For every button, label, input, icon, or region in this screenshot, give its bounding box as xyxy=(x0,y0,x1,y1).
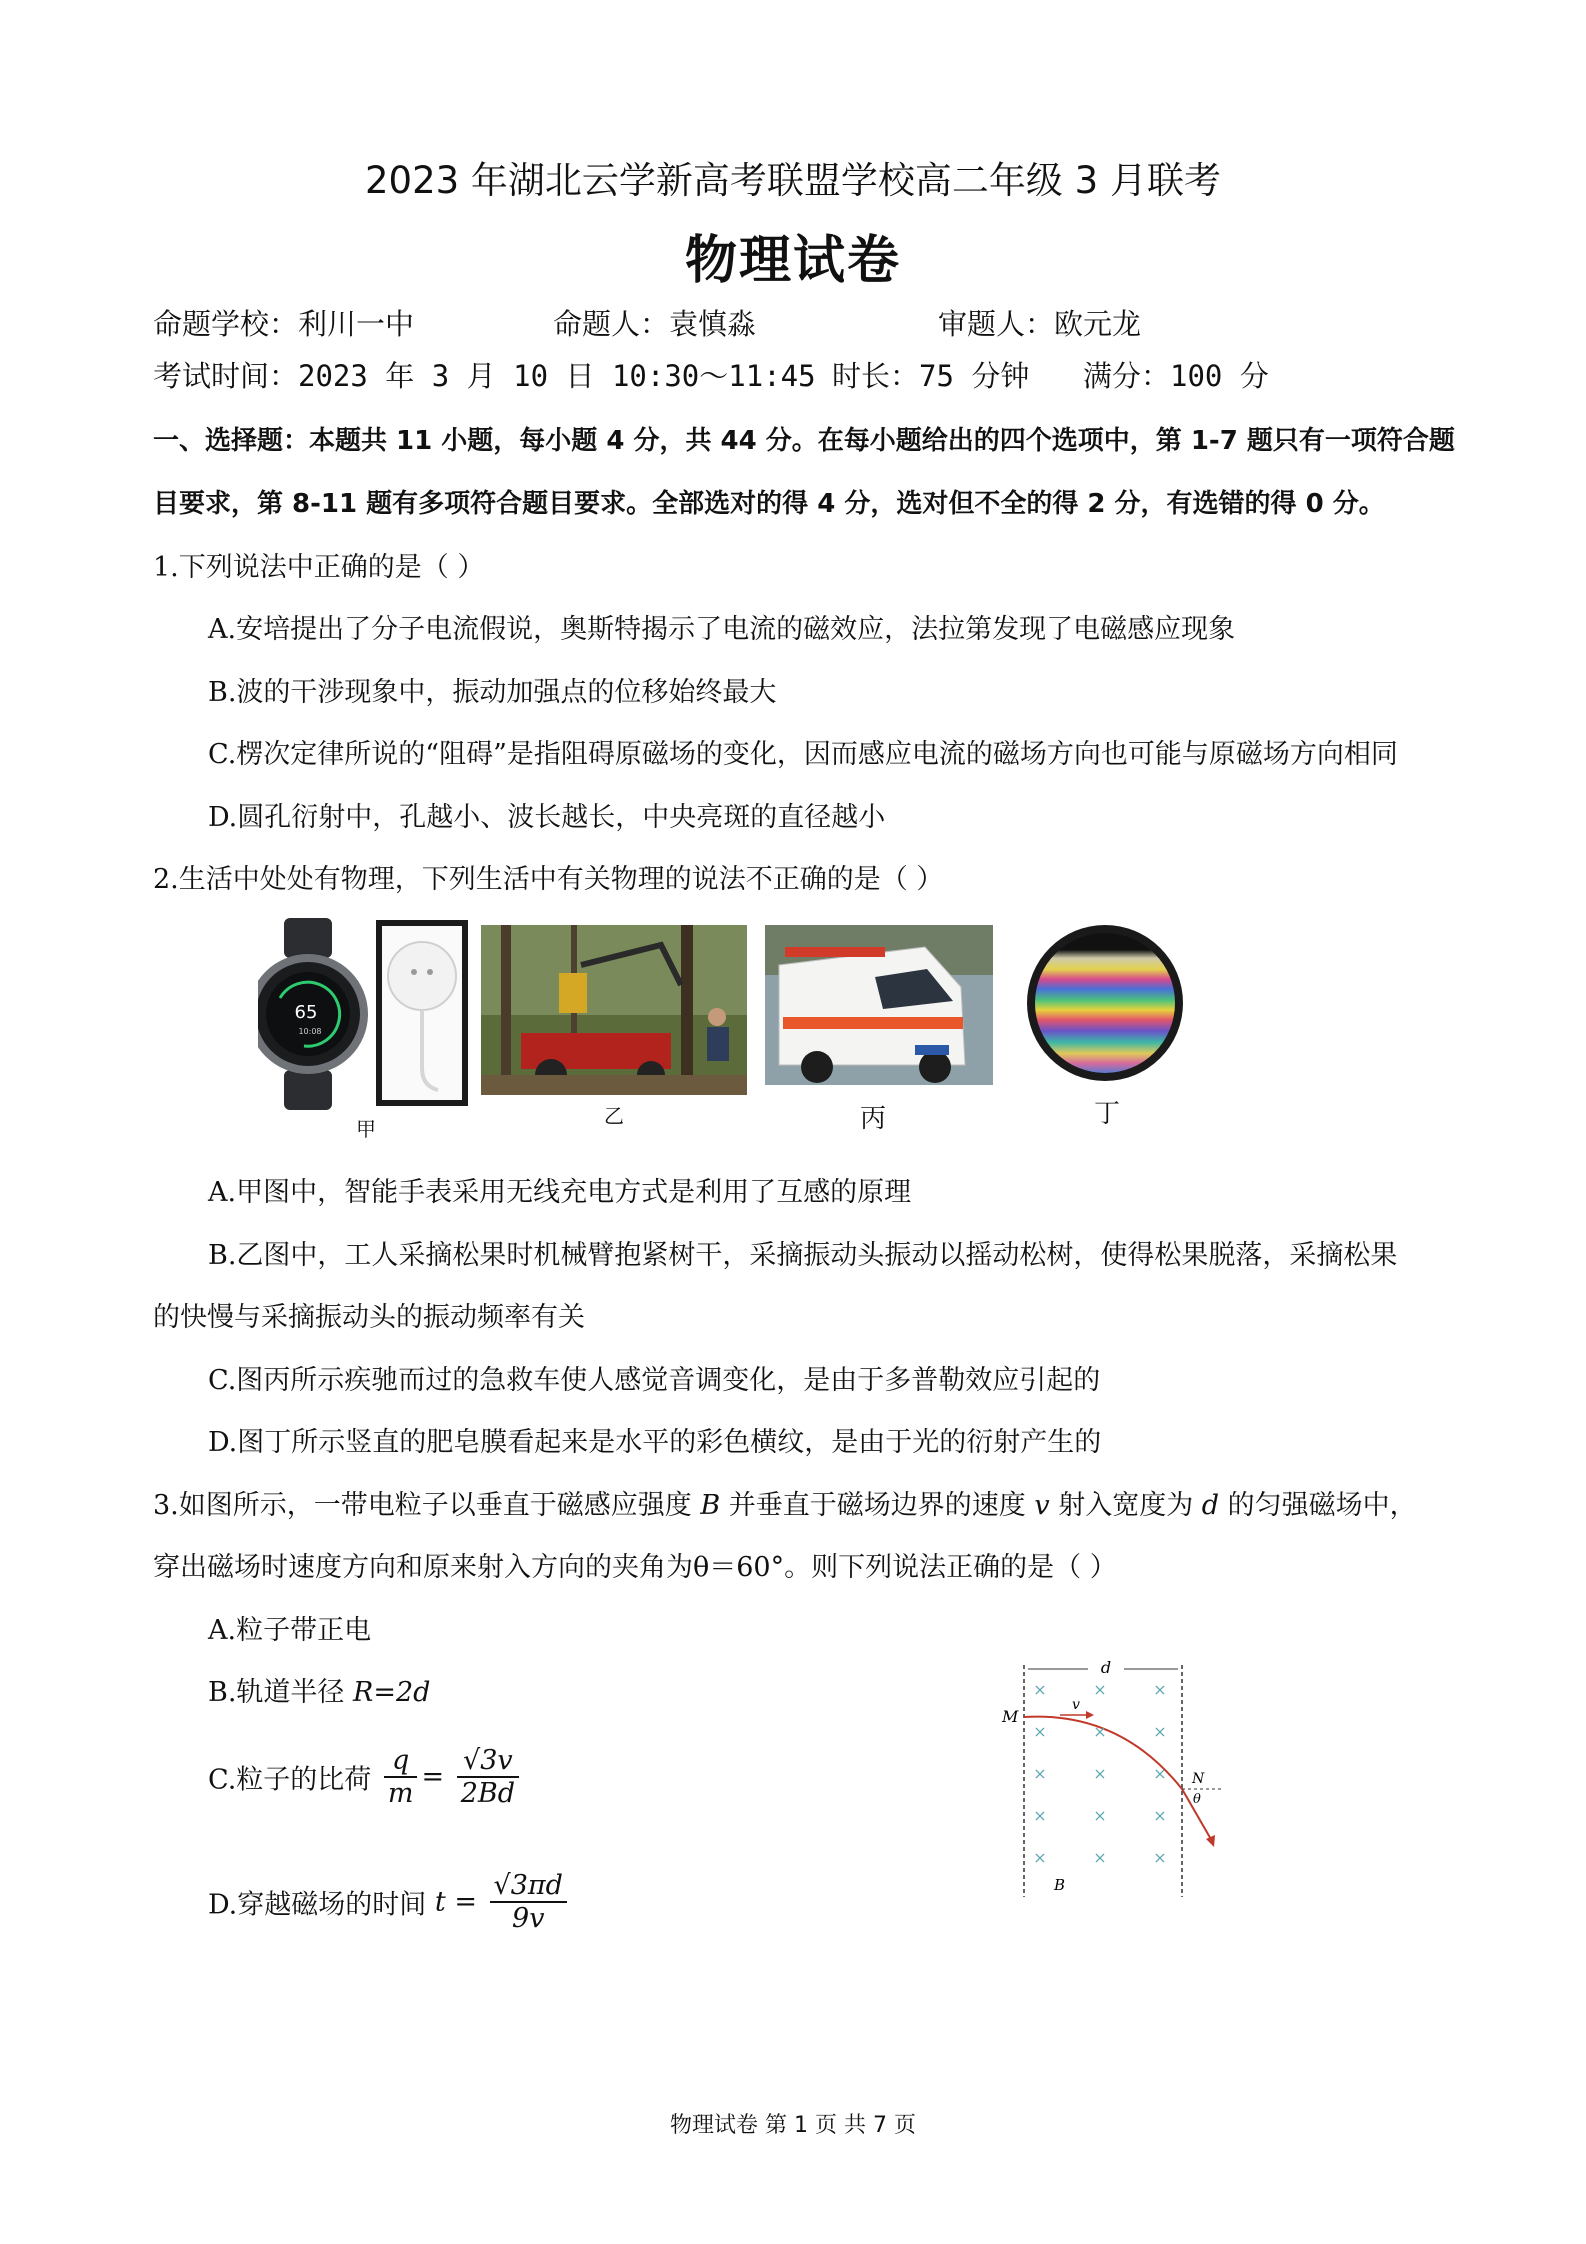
full-score: 满分：100 分 xyxy=(1083,359,1269,393)
q2-option-d: D.图丁所示竖直的肥皂膜看起来是水平的彩色横纹，是由于光的衍射产生的 xyxy=(208,1427,1102,1458)
page-footer: 物理试卷 第 1 页 共 7 页 xyxy=(670,2113,916,2138)
q1-stem: 1.下列说法中正确的是（ ） xyxy=(153,552,485,583)
svg-text:×: × xyxy=(1153,1764,1167,1783)
q2-option-b-line2: 的快慢与采摘振动头的振动频率有关 xyxy=(153,1302,585,1333)
watch-reading: 65 xyxy=(294,1002,318,1023)
q1-option-a: A.安培提出了分子电流假说，奥斯特揭示了电流的磁效应，法拉第发现了电磁感应现象 xyxy=(208,614,1236,645)
proposing-school: 命题学校：利川一中 xyxy=(153,307,415,341)
pine-cone-harvester-image xyxy=(481,925,747,1095)
svg-text:×: × xyxy=(1033,1764,1047,1783)
svg-text:×: × xyxy=(1153,1680,1167,1699)
exam-duration: 时长：75 分钟 xyxy=(832,359,1030,393)
svg-text:×: × xyxy=(1033,1722,1047,1741)
caption-ding: 丁 xyxy=(1094,1099,1121,1129)
svg-text:×: × xyxy=(1153,1722,1167,1741)
ambulance-image xyxy=(765,925,993,1085)
q2-option-c: C.图丙所示疾驰而过的急救车使人感觉音调变化，是由于多普勒效应引起的 xyxy=(208,1365,1101,1396)
q2-option-a: A.甲图中，智能手表采用无线充电方式是利用了互感的原理 xyxy=(208,1177,912,1208)
svg-text:×: × xyxy=(1033,1680,1047,1699)
svg-text:×: × xyxy=(1093,1764,1107,1783)
exam-title: 2023 年湖北云学新高考联盟学校高二年级 3 月联考 xyxy=(365,159,1221,202)
svg-text:×: × xyxy=(1093,1806,1107,1825)
q1-option-d: D.圆孔衍射中，孔越小、波长越长，中央亮斑的直径越小 xyxy=(208,802,886,833)
q3-option-d: D.穿越磁场的时间 t = $\frac{√3\pi d}{9v}$ xyxy=(208,1870,571,1934)
section-instructions-line2: 目要求，第 8-11 题有多项符合题目要求。全部选对的得 4 分，选对但不全的得 2 分，有选错的得 0 分。 xyxy=(153,489,1385,519)
ratio-expression: $\frac{√3v}{2Bd}$ xyxy=(457,1745,519,1809)
q3-stem-line2: 穿出磁场时速度方向和原来射入方向的夹角为θ＝60°。则下列说法正确的是（ ） xyxy=(153,1552,1117,1583)
field-b-label: B xyxy=(1054,1876,1066,1894)
charge-mass-ratio: $\frac{q}{m}$ xyxy=(384,1745,418,1809)
point-m-label: M xyxy=(1002,1707,1019,1726)
q3-option-a: A.粒子带正电 xyxy=(208,1615,372,1646)
velocity-label: v xyxy=(1072,1697,1080,1713)
caption-bing: 丙 xyxy=(860,1104,887,1134)
subject-title: 物理试卷 xyxy=(684,231,901,291)
q1-option-b: B.波的干涉现象中，振动加强点的位移始终最大 xyxy=(208,677,777,708)
svg-text:×: × xyxy=(1153,1806,1167,1825)
time-expression: $\frac{√3\pi d}{9v}$ xyxy=(490,1870,567,1934)
smartwatch-charger-image xyxy=(258,918,470,1110)
q3-option-b: B.轨道半径 R=2d xyxy=(208,1677,431,1708)
angle-theta-label: θ xyxy=(1193,1792,1201,1807)
point-n-label: N xyxy=(1192,1771,1205,1787)
soap-film-image xyxy=(1025,923,1185,1083)
watch-time: 10:08 xyxy=(298,1027,322,1036)
field-crosses xyxy=(1033,1680,1166,1867)
svg-text:×: × xyxy=(1093,1722,1107,1741)
question-author: 命题人：袁慎淼 xyxy=(553,307,757,341)
q1-option-c: C.楞次定律所说的“阻碍”是指阻碍原磁场的变化，因而感应电流的磁场方向也可能与原磁场方向相同 xyxy=(208,739,1398,770)
svg-text:×: × xyxy=(1153,1848,1167,1867)
magnetic-field-diagram xyxy=(1000,1655,1240,1905)
width-label: d xyxy=(1100,1658,1112,1677)
exam-time: 考试时间：2023 年 3 月 10 日 10:30～11:45 xyxy=(153,359,816,393)
q2-option-b-line1: B.乙图中，工人采摘松果时机械臂抱紧树干，采摘振动头振动以摇动松树，使得松果脱落，采摘松果 xyxy=(208,1240,1398,1271)
caption-jia: 甲 xyxy=(356,1117,376,1141)
svg-text:×: × xyxy=(1033,1848,1047,1867)
svg-text:×: × xyxy=(1093,1848,1107,1867)
q3-stem-line1: 3.如图所示，一带电粒子以垂直于磁感应强度 B 并垂直于磁场边界的速度 v 射入宽度为 d 的匀强磁场中， xyxy=(153,1490,1417,1521)
svg-text:×: × xyxy=(1093,1680,1107,1699)
q2-stem: 2.生活中处处有物理，下列生活中有关物理的说法不正确的是（ ） xyxy=(153,864,944,895)
question-reviewer: 审题人：欧元龙 xyxy=(938,307,1142,341)
section-instructions-line1: 一、选择题：本题共 11 小题，每小题 4 分，共 44 分。在每小题给出的四个选项中，第 1-7 题只有一项符合题 xyxy=(153,426,1455,456)
q3-option-c: C.粒子的比荷 $\frac{q}{m}$ = $\frac{√3v}{2Bd}$ xyxy=(208,1745,523,1809)
caption-yi: 乙 xyxy=(604,1104,624,1128)
svg-text:×: × xyxy=(1033,1806,1047,1825)
